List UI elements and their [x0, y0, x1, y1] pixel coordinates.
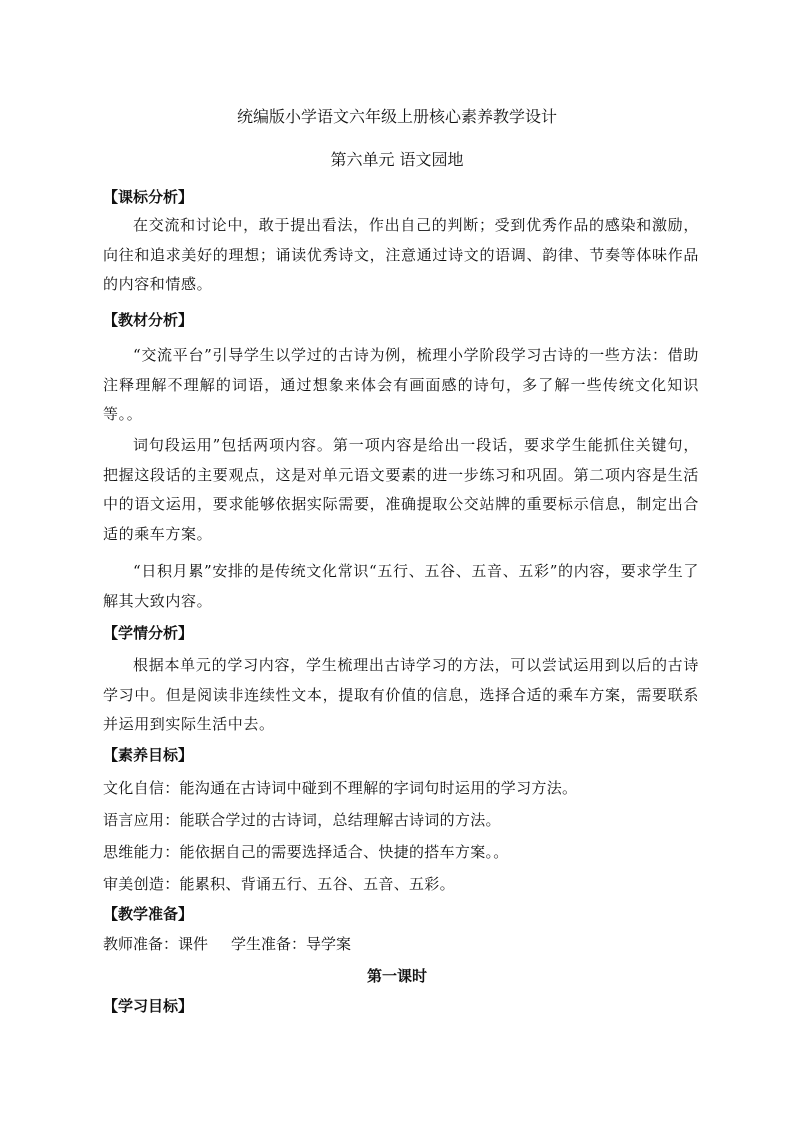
teacher-preparation: 教师准备：课件 — [103, 935, 209, 953]
document-subtitle: 第六单元 语文园地 — [330, 150, 464, 169]
section-heading-goals: 【素养目标】 — [103, 746, 194, 764]
student-preparation: 学生准备：导学案 — [231, 935, 352, 953]
section-heading-curriculum: 【课标分析】 — [103, 188, 194, 206]
textbook-paragraph-1: “交流平台”引导学生以学过的古诗为例，梳理小学阶段学习古诗的一些方法：借助注释理解不理解的词语，通过想象来体会有画面感的诗句，多了解一些传统文化知识等。。 — [103, 346, 699, 423]
textbook-paragraph-3: “日积月累”安排的是传统文化常识“五行、五谷、五音、五彩”的内容，要求学生了解其大致内容。 — [103, 562, 699, 610]
section-heading-learning-goals: 【学习目标】 — [103, 997, 194, 1015]
textbook-paragraph-2: 词句段运用”包括两项内容。第一项内容是给出一段话，要求学生能抓住关键句，把握这段话的主要观点，这是对单元语文要素的进一步练习和巩固。第二项内容是生活中的语文运用，要求能够依据实际需要，准确提取公交站牌的重要标示信息，制定出合适的乘车方案。 — [103, 436, 699, 543]
goal-item-aesthetics: 审美创造：能累积、背诵五行、五谷、五音、五彩。 — [103, 875, 455, 893]
lesson-title: 第一课时 — [366, 967, 427, 985]
goal-item-culture: 文化自信：能沟通在古诗词中碰到不理解的字词句时运用的学习方法。 — [103, 779, 578, 797]
section-heading-preparation: 【教学准备】 — [103, 905, 194, 923]
curriculum-paragraph: 在交流和讨论中，敢于提出看法，作出自己的判断；受到优秀作品的感染和激励，向往和追求美好的理想；诵读优秀诗文，注意通过诗文的语调、韵律、节奏等体味作品的内容和情感。 — [103, 216, 699, 293]
section-heading-learners: 【学情分析】 — [103, 624, 194, 642]
document-title: 统编版小学语文六年级上册核心素养教学设计 — [236, 107, 557, 126]
learners-paragraph: 根据本单元的学习内容，学生梳理出古诗学习的方法，可以尝试运用到以后的古诗学习中。但是阅读非连续性文本，提取有价值的信息，选择合适的乘车方案，需要联系并运用到实际生活中去。 — [103, 656, 699, 733]
section-heading-textbook: 【教材分析】 — [103, 311, 194, 329]
goal-item-thinking: 思维能力：能依据自己的需要选择适合、快捷的搭车方案。。 — [103, 843, 509, 861]
goal-item-language: 语言应用：能联合学过的古诗词，总结理解古诗词的方法。 — [103, 811, 501, 829]
